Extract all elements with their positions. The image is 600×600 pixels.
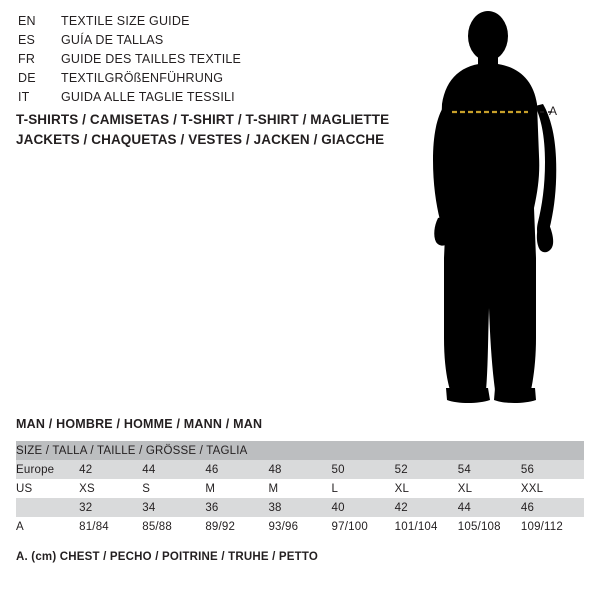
table-row xyxy=(16,441,584,460)
row-label xyxy=(16,498,79,517)
chest-measure-label: A xyxy=(549,104,558,118)
cell: XXL xyxy=(521,479,584,498)
legend-row xyxy=(18,90,398,109)
cell: 48 xyxy=(268,460,331,479)
language-legend xyxy=(18,14,398,109)
cell: 50 xyxy=(332,460,395,479)
legend-language-text: TEXTILE SIZE GUIDE xyxy=(61,14,190,28)
cell: XL xyxy=(458,479,521,498)
cell: 44 xyxy=(458,498,521,517)
cell: 105/108 xyxy=(458,517,521,536)
cell: L xyxy=(332,479,395,498)
legend-language-text: GUIDE DES TAILLES TEXTILE xyxy=(61,52,242,66)
cell: 97/100 xyxy=(332,517,395,536)
row-label: US xyxy=(16,479,79,498)
row-label: A xyxy=(16,517,79,536)
cell: 38 xyxy=(268,498,331,517)
cell: 34 xyxy=(142,498,205,517)
man-section-heading: MAN / HOMBRE / HOMME / MANN / MAN xyxy=(16,417,263,431)
cell: 89/92 xyxy=(205,517,268,536)
cell: 54 xyxy=(458,460,521,479)
cell: XS xyxy=(79,479,142,498)
cell: S xyxy=(142,479,205,498)
cell: 109/112 xyxy=(521,517,584,536)
cell: 101/104 xyxy=(395,517,458,536)
row-label: Europe xyxy=(16,460,79,479)
male-silhouette-illustration xyxy=(400,8,600,408)
table-row xyxy=(16,498,584,517)
table-row xyxy=(16,517,584,536)
silhouette-svg xyxy=(400,8,600,408)
chest-footnote: A. (cm) CHEST / PECHO / POITRINE / TRUHE / PETTO xyxy=(16,551,319,563)
size-table xyxy=(16,441,584,536)
cell: 40 xyxy=(332,498,395,517)
table-row xyxy=(16,479,584,498)
cell: XL xyxy=(395,479,458,498)
legend-row xyxy=(18,33,398,52)
legend-row xyxy=(18,52,398,71)
legend-language-code: DE xyxy=(18,71,36,85)
cell: 32 xyxy=(79,498,142,517)
cell: 46 xyxy=(205,460,268,479)
legend-language-code: EN xyxy=(18,14,36,28)
size-table-wrapper xyxy=(16,441,584,536)
legend-language-code: ES xyxy=(18,33,36,47)
size-table-header: SIZE / TALLA / TAILLE / GRÖSSE / TAGLIA xyxy=(16,441,584,460)
legend-language-text: GUÍA DE TALLAS xyxy=(61,33,164,47)
garment-categories xyxy=(16,110,396,150)
cell: M xyxy=(205,479,268,498)
legend-language-code: IT xyxy=(18,90,30,104)
cell: 56 xyxy=(521,460,584,479)
cell: 36 xyxy=(205,498,268,517)
cell: 52 xyxy=(395,460,458,479)
cell: 93/96 xyxy=(268,517,331,536)
cell: 42 xyxy=(79,460,142,479)
category-jackets: JACKETS / CHAQUETAS / VESTES / JACKEN / GIACCHE xyxy=(16,132,385,147)
cell: 46 xyxy=(521,498,584,517)
category-tshirts: T-SHIRTS / CAMISETAS / T-SHIRT / T-SHIRT / MAGLIETTE xyxy=(16,112,390,127)
legend-row xyxy=(18,71,398,90)
cell: 81/84 xyxy=(79,517,142,536)
cell: M xyxy=(268,479,331,498)
silhouette-body xyxy=(433,11,556,403)
legend-row xyxy=(18,14,398,33)
cell: 44 xyxy=(142,460,205,479)
table-row xyxy=(16,460,584,479)
cell: 85/88 xyxy=(142,517,205,536)
legend-language-text: TEXTILGRÖßENFÜHRUNG xyxy=(61,71,224,85)
legend-language-text: GUIDA ALLE TAGLIE TESSILI xyxy=(61,90,235,104)
legend-language-code: FR xyxy=(18,52,36,66)
cell: 42 xyxy=(395,498,458,517)
